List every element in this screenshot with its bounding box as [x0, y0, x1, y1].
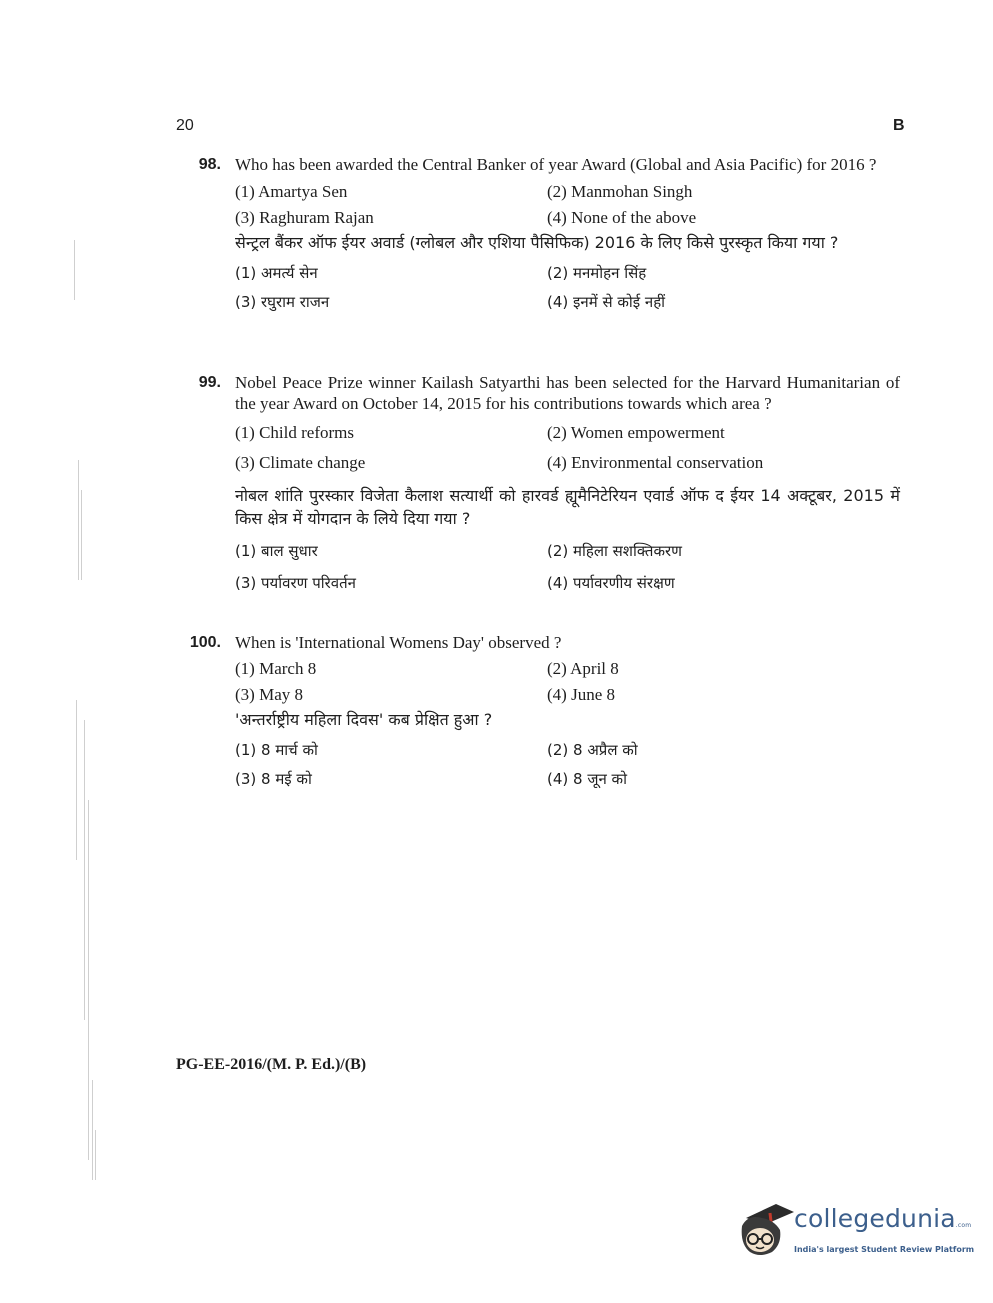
question-text-en: Nobel Peace Prize winner Kailash Satyarthi has been selected for the Harvard Humanitarian of the year Award on October 14, 2015 for his contributions towards which area ?	[235, 373, 900, 413]
question-text-en: When is 'International Womens Day' observed ?	[235, 633, 562, 652]
options-row-en	[235, 179, 900, 205]
question-text-en: Who has been awarded the Central Banker of year Award (Global and Asia Pacific) for 2016 ?	[235, 155, 877, 174]
option-1-hi: (1) अमर्त्य सेन	[235, 264, 318, 282]
option-3-en: (3) May 8	[235, 685, 303, 704]
question-number: 100.	[189, 634, 221, 651]
option-1-hi: (1) 8 मार्च को	[235, 741, 318, 759]
options-row-hi	[235, 766, 900, 795]
question-99	[176, 372, 900, 602]
option-2-hi: (2) मनमोहन सिंह	[547, 264, 647, 282]
option-4-en: (4) June 8	[547, 685, 615, 704]
question-text-hi: 'अन्तर्राष्ट्रीय महिला दिवस' कब प्रेक्षित हुआ ?	[235, 710, 493, 729]
options-row-en	[235, 420, 900, 450]
option-2-en: (2) Women empowerment	[547, 423, 725, 442]
collegedunia-watermark	[736, 1196, 975, 1262]
option-1-en: (1) March 8	[235, 659, 317, 678]
page-number: 20	[176, 117, 194, 134]
options-row-en	[235, 682, 900, 708]
question-text-hi: नोबल शांति पुरस्कार विजेता कैलाश सत्यार्थी को हारवर्ड ह्यूमैनिटेरियन एवार्ड ऑफ द ईयर 14 अक्टूबर, 2015 में किस क्षेत्र में योगदान के लिये दिया गया ?	[235, 486, 900, 528]
options-row-en	[235, 450, 900, 480]
set-code: B	[893, 117, 905, 134]
options-row-hi	[235, 538, 900, 570]
question-number: 99.	[198, 374, 221, 391]
question-100	[176, 632, 900, 795]
option-3-hi: (3) 8 मई को	[235, 770, 312, 788]
option-3-hi: (3) रघुराम राजन	[235, 293, 330, 311]
mascot-icon	[736, 1196, 796, 1262]
options-row-hi	[235, 289, 900, 318]
option-4-en: (4) Environmental conservation	[547, 453, 764, 472]
question-number: 98.	[198, 156, 221, 173]
options-row-en	[235, 656, 900, 682]
question-text-hi: सेन्ट्रल बैंकर ऑफ ईयर अवार्ड (ग्लोबल और एशिया पैसिफिक) 2016 के लिए किसे पुरस्कृत किया गया ?	[235, 233, 839, 252]
option-1-en: (1) Child reforms	[235, 423, 354, 442]
option-2-hi: (2) महिला सशक्तिकरण	[547, 542, 682, 560]
option-1-en: (1) Amartya Sen	[235, 182, 348, 201]
option-3-hi: (3) पर्यावरण परिवर्तन	[235, 574, 356, 592]
options-row-hi	[235, 570, 900, 602]
options-row-en	[235, 205, 900, 231]
option-4-hi: (4) इनमें से कोई नहीं	[547, 293, 666, 311]
options-row-hi	[235, 737, 900, 766]
option-1-hi: (1) बाल सुधार	[235, 542, 318, 560]
scan-edge-marks	[70, 200, 100, 1180]
option-4-hi: (4) पर्यावरणीय संरक्षण	[547, 574, 675, 592]
exam-code-footer: PG-EE-2016/(M. P. Ed.)/(B)	[176, 1056, 367, 1073]
option-3-en: (3) Climate change	[235, 453, 366, 472]
options-row-hi	[235, 260, 900, 289]
option-3-en: (3) Raghuram Rajan	[235, 208, 374, 227]
option-2-en: (2) April 8	[547, 659, 619, 678]
option-4-en: (4) None of the above	[547, 208, 697, 227]
brand-name: collegedunia.com	[794, 1204, 972, 1233]
option-4-hi: (4) 8 जून को	[547, 770, 627, 788]
question-98	[176, 154, 900, 318]
option-2-hi: (2) 8 अप्रैल को	[547, 741, 638, 759]
option-2-en: (2) Manmohan Singh	[547, 182, 693, 201]
brand-tagline: India's largest Student Review Platform	[794, 1245, 975, 1254]
